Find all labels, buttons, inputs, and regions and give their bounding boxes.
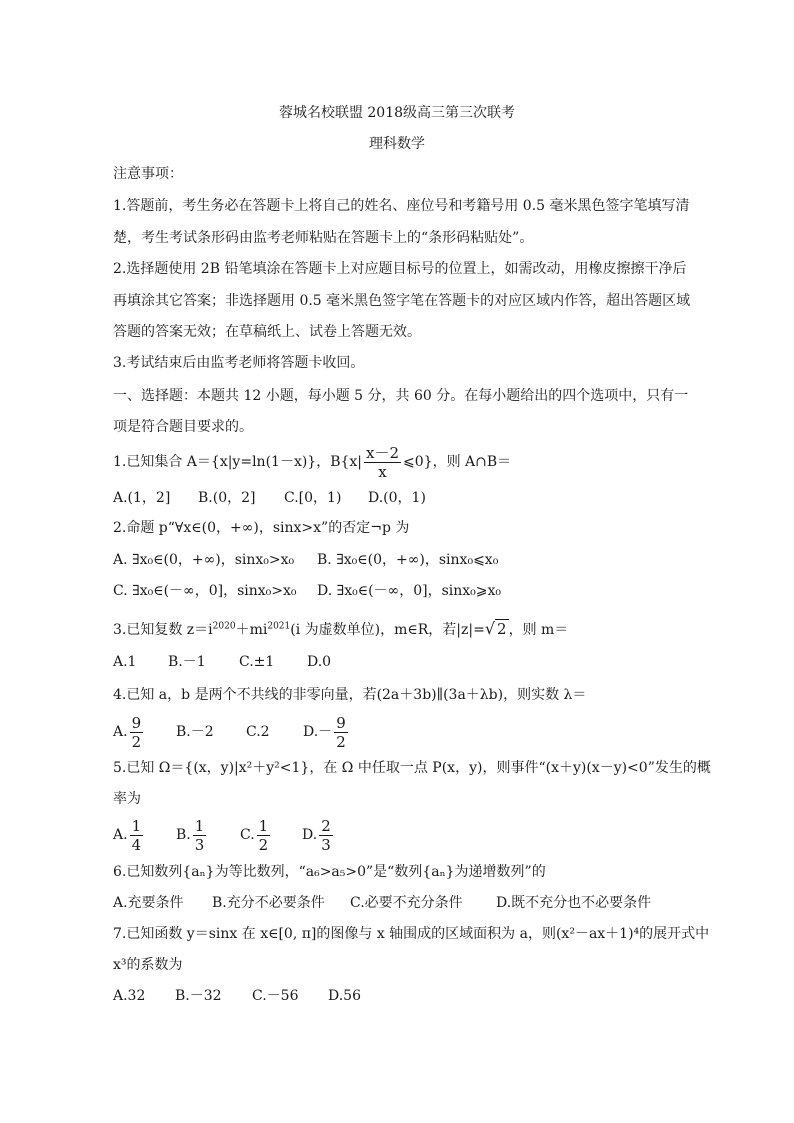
note-2-line-3: 答题的答案无效；在草稿纸上、试卷上答题无效。 <box>113 324 421 340</box>
q5-option-b: B. $\frac{1}{3}$ <box>176 816 205 854</box>
q4-option-a: A. $\frac{9}{2}$ <box>113 713 142 751</box>
q1-option-d: D.(0，1) <box>368 490 426 506</box>
q3-stem: 3.已知复数 $z=i^{2020}+mi^{2021}(i$ 为虚数单位)，m∈R，若|z|=√ 2 ，则 m＝ <box>113 619 569 638</box>
section-1-instructions-line-1: 一、选择题：本题共 12 小题，每小题 5 分，共 60 分。在每小题给出的四个选项中，只有一 <box>113 388 689 404</box>
q3-option-d: D.0 <box>307 654 332 670</box>
q4-option-c: C.2 <box>246 724 270 740</box>
section-1-instructions-line-2: 项是符合题目要求的。 <box>113 419 253 435</box>
q7-option-c: C.－56 <box>252 988 299 1004</box>
q3-option-b: B.－1 <box>168 654 206 670</box>
note-1-line-1: 1.答题前，考生务必在答题卡上将自己的姓名、座位号和考籍号用 0.5 毫米黑色签字笔填写清 <box>113 198 690 214</box>
q7-stem-line-1: 7.已知函数 y＝sinx 在 x∈[0, π]的图像与 x 轴围成的区域面积为 a，则(x²－ax＋1)⁴的展开式中 <box>113 926 710 942</box>
q6-option-d: D.既不充分也不必要条件 <box>496 895 652 911</box>
q5-option-d: D. $\frac{2}{3}$ <box>302 816 331 854</box>
exam-title: 蓉城名校联盟 2018级高三第三次联考 <box>278 105 516 121</box>
q6-option-c: C.必要不充分条件 <box>350 895 463 911</box>
q1-option-c: C.[0，1) <box>284 490 342 506</box>
q7-stem-line-2: x³的系数为 <box>113 957 183 973</box>
q4-stem: 4.已知 a，b 是两个不共线的非零向量，若(2a＋3b)∥(3a＋λb)，则实数 λ＝ <box>113 687 587 703</box>
q6-option-a: A.充要条件 <box>113 895 184 911</box>
notes-heading: 注意事项： <box>113 166 183 182</box>
q6-option-b: B.充分不必要条件 <box>212 895 325 911</box>
q7-option-d: D.56 <box>328 988 361 1004</box>
exam-subject: 理科数学 <box>369 136 425 152</box>
q1-option-a: A.(1，2] <box>113 490 171 506</box>
q4-option-d: D.－ $\frac{9}{2}$ <box>303 713 346 751</box>
q5-option-a: A. $\frac{1}{4}$ <box>113 816 142 854</box>
q7-option-a: A.32 <box>113 988 146 1004</box>
q3-option-c: C.±1 <box>239 654 275 670</box>
note-1-line-2: 楚，考生考试条形码由监考老师粘贴在答题卡上的“条形码粘贴处”。 <box>113 230 534 246</box>
q1-fraction: $\frac{x-2}{x}$ <box>366 443 400 481</box>
q1-stem: 1.已知集合 A＝{x|y=ln(1－x)}，B{x| $\frac{x-2}{x}$ ⩽0}，则 A∩B＝ <box>113 443 512 481</box>
q1-option-b: B.(0，2] <box>198 490 256 506</box>
q5-option-c: C. $\frac{1}{2}$ <box>240 816 269 854</box>
q5-stem-line-2: 率为 <box>113 791 141 807</box>
q3-option-a: A.1 <box>113 654 137 670</box>
q6-stem: 6.已知数列{aₙ}为等比数列，“a₆>a₅>0”是“数列{aₙ}为递增数列”的 <box>113 864 546 880</box>
note-3: 3.考试结束后由监考老师将答题卡收回。 <box>113 355 365 371</box>
q2-option-d: D. ∃x₀∈(－∞，0]，sinx₀⩾x₀ <box>317 583 502 599</box>
q2-option-c: C. ∃x₀∈(－∞，0]，sinx₀>x₀ <box>113 583 297 599</box>
q4-option-b: B.－2 <box>176 724 214 740</box>
q2-option-a: A. ∃x₀∈(0，+∞)，sinx₀>x₀ <box>113 552 295 568</box>
q3-sqrt: √ 2 <box>484 619 507 638</box>
q2-stem: 2.命题 p“∀x∈(0，+∞)，sinx>x”的否定¬p 为 <box>113 520 410 536</box>
q2-option-b: B. ∃x₀∈(0，+∞)，sinx₀⩽x₀ <box>317 552 499 568</box>
note-2-line-1: 2.选择题使用 2B 铅笔填涂在答题卡上对应题目标号的位置上，如需改动，用橡皮擦擦干净后 <box>113 261 687 277</box>
q5-stem-line-1: 5.已知 Ω＝{(x，y)|x²＋y²<1}，在 Ω 中任取一点 P(x，y)，则事件“(x＋y)(x－y)<0”发生的概 <box>113 760 711 776</box>
q7-option-b: B.－32 <box>175 988 222 1004</box>
note-2-line-2: 再填涂其它答案；非选择题用 0.5 毫米黑色签字笔在答题卡的对应区域内作答，超出答题区域 <box>113 293 691 309</box>
